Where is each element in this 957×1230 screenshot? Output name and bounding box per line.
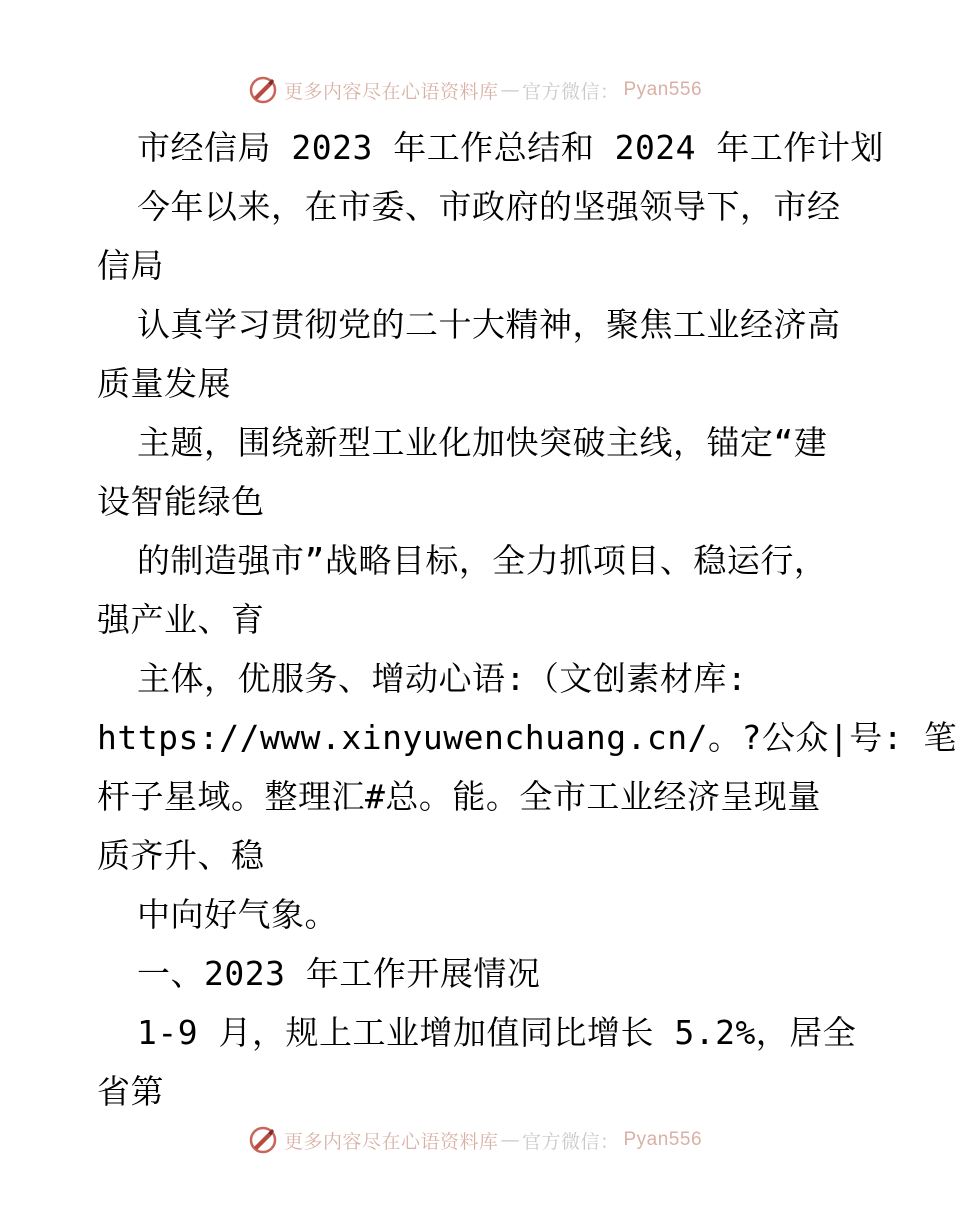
watermark-text: 更多内容尽在心语资料库 bbox=[283, 1130, 499, 1153]
watermark-official: 官方微信： bbox=[521, 1130, 620, 1153]
text-line: 一、2023 年工作开展情况 bbox=[137, 954, 541, 993]
text-line: 质量发展 bbox=[97, 364, 231, 403]
text-line: 的制造强市”战略目标，全力抓项目、稳运行， bbox=[137, 541, 828, 580]
watermark-id: Pyan556 bbox=[623, 79, 703, 100]
text-line: 信局 bbox=[97, 246, 164, 285]
watermark-id: Pyan556 bbox=[623, 1129, 703, 1150]
pen-logo-icon bbox=[248, 1125, 278, 1155]
text-line: https://www.xinyuwenchuang.cn/。?公众|号: 笔 bbox=[97, 718, 957, 757]
text-line: 质齐升、稳 bbox=[97, 836, 265, 875]
text-line: 省第 bbox=[97, 1072, 164, 1111]
text-line: 主题，围绕新型工业化加快突破主线，锚定“建 bbox=[137, 423, 828, 462]
text-line: 市经信局 2023 年工作总结和 2024 年工作计划 bbox=[137, 128, 884, 167]
watermark-dash: — bbox=[500, 1129, 520, 1151]
text-line: 强产业、育 bbox=[97, 600, 265, 639]
document-body bbox=[97, 118, 957, 1121]
text-line: 中向好气象。 bbox=[137, 895, 338, 934]
text-line: 1-9 月，规上工业增加值同比增长 5.2%，居全 bbox=[137, 1013, 857, 1052]
text-line: 设智能绿色 bbox=[97, 482, 265, 521]
watermark-official: 官方微信： bbox=[521, 80, 620, 103]
pen-logo-icon bbox=[248, 75, 278, 105]
header-watermark bbox=[0, 70, 950, 110]
watermark-text: 更多内容尽在心语资料库 bbox=[283, 80, 499, 103]
text-line: 认真学习贯彻党的二十大精神，聚焦工业经济高 bbox=[137, 305, 841, 344]
text-line: 杆子星域。整理汇#总。能。全市工业经济呈现量 bbox=[97, 777, 821, 816]
text-line: 今年以来，在市委、市政府的坚强领导下，市经 bbox=[137, 187, 841, 226]
footer-watermark bbox=[0, 1120, 950, 1160]
text-line: 主体，优服务、增动心语:（文创素材库: bbox=[137, 659, 748, 698]
watermark-dash: — bbox=[500, 79, 520, 101]
